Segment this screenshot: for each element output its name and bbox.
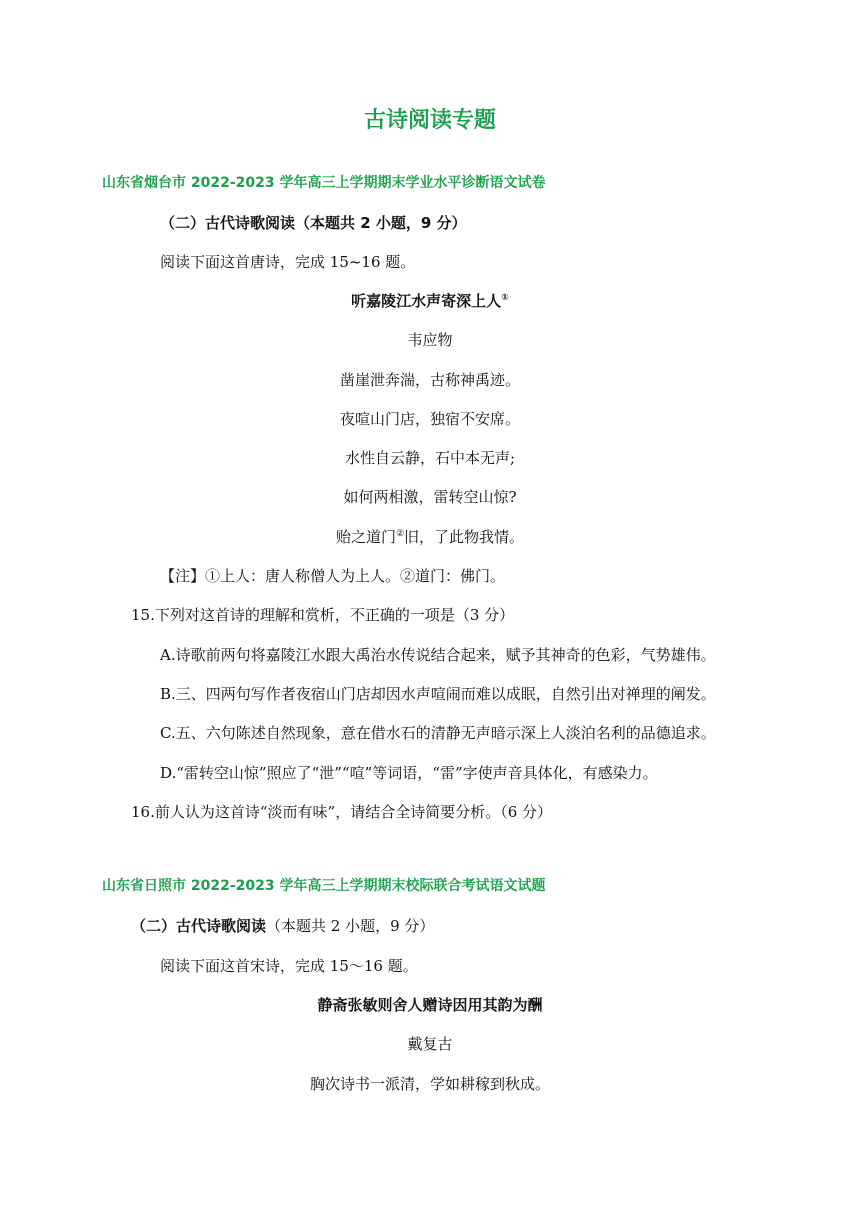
part-heading (131, 915, 434, 937)
poem-title-text: 听嘉陵江水声寄深上人 (351, 292, 502, 310)
poem-line: 凿崖泄奔湍，古称神禹迹。 (339, 371, 520, 389)
source-heading-rizhao: 山东省日照市 2022-2023 学年高三上学期期末校际联合考试语文试题 (102, 878, 546, 894)
poem-author: 韦应物 (407, 331, 453, 349)
part-heading-rest: （本题共 2 小题，9 分） (266, 917, 435, 935)
poem-title (0, 290, 860, 312)
annotation-note: 【注】①上人：唐人称僧人为上人。②道门：佛门。 (160, 567, 506, 585)
part-heading: （二）古代诗歌阅读（本题共 2 小题，9 分） (160, 214, 467, 232)
poem-line: 胸次诗书一派清，学如耕稼到秋成。 (309, 1075, 550, 1093)
poem-line (0, 526, 860, 548)
question-16: 16.前人认为这首诗“淡而有味”，请结合全诗简要分析。（6 分） (131, 803, 553, 821)
poem-author: 戴复古 (407, 1035, 453, 1053)
source-heading-yantai: 山东省烟台市 2022-2023 学年高三上学期期末学业水平诊断语文试卷 (102, 175, 546, 191)
poem-line-part: 贻之道门 (335, 528, 396, 546)
poem-line-part: 旧，了此物我情。 (404, 528, 525, 546)
poem-line: 如何两相激，雷转空山惊? (343, 488, 517, 506)
part-heading-bold: （二）古代诗歌阅读 (131, 917, 267, 935)
footnote-marker: ① (501, 293, 509, 303)
option-d: D.“雷转空山惊”照应了“泄”“喧”等词语，“雷”字使声音具体化，有感染力。 (160, 764, 658, 782)
instruction-text: 阅读下面这首唐诗，完成 15~16 题。 (160, 253, 416, 271)
poem-line: 水性自云静，石中本无声; (344, 449, 516, 467)
question-15: 15.下列对这首诗的理解和赏析，不正确的一项是（3 分） (131, 606, 515, 624)
footnote-marker: ② (395, 529, 405, 539)
option-a: A.诗歌前两句将嘉陵江水跟大禹治水传说结合起来，赋予其神奇的色彩，气势雄伟。 (160, 646, 716, 664)
instruction-text: 阅读下面这首宋诗，完成 15～16 题。 (160, 957, 418, 975)
option-c: C.五、六句陈述自然现象，意在借水石的清静无声暗示深上人淡泊名利的品德追求。 (160, 724, 716, 742)
document-title: 古诗阅读专题 (363, 107, 496, 133)
poem-line: 夜喧山门店，独宿不安席。 (339, 410, 520, 428)
option-b: B.三、四两句写作者夜宿山门店却因水声喧闹而难以成眠，自然引出对禅理的阐发。 (160, 685, 716, 703)
poem-title: 静斋张敏则舍人赠诗因用其韵为酬 (317, 996, 543, 1014)
